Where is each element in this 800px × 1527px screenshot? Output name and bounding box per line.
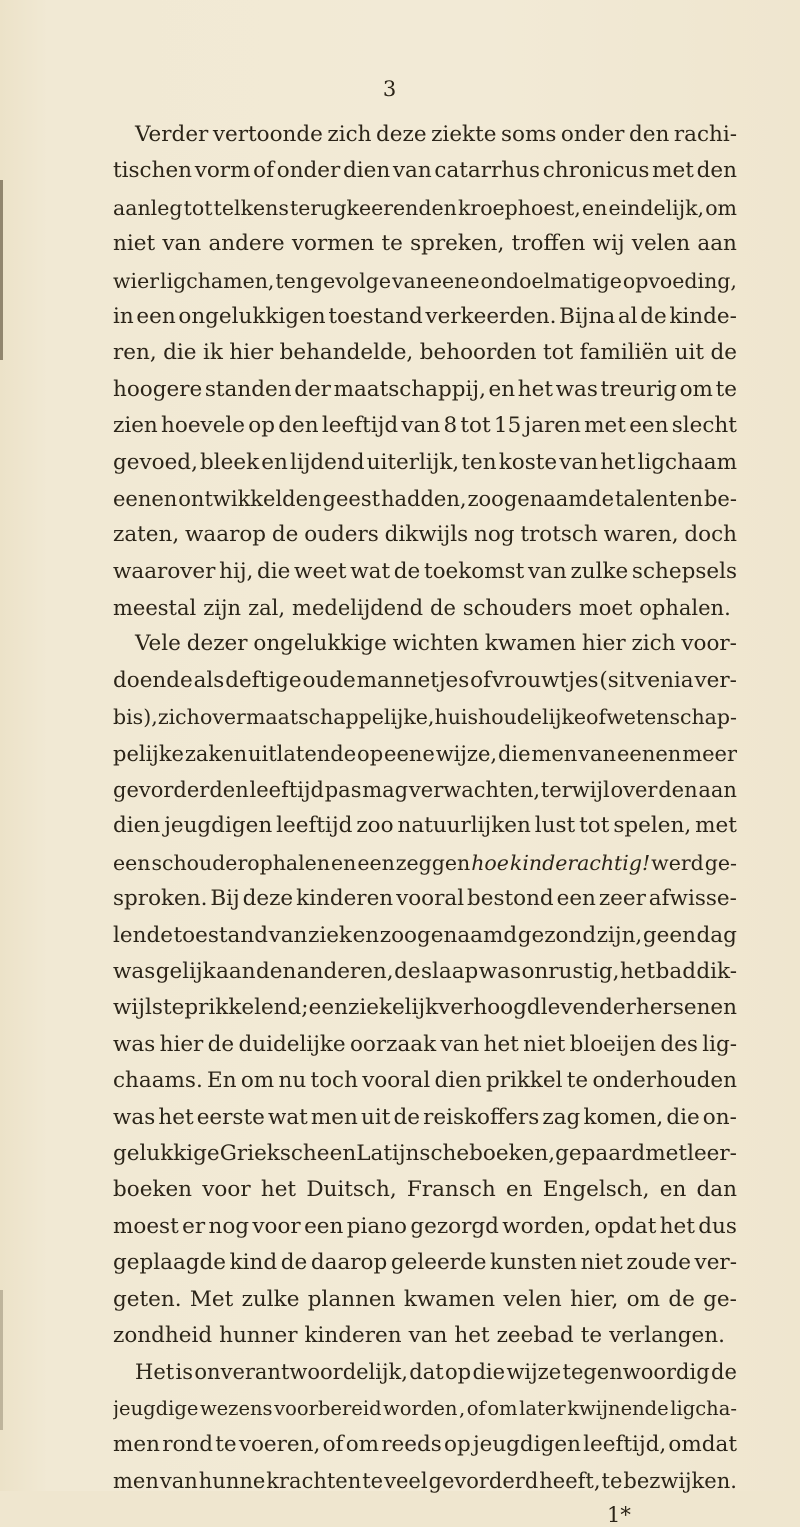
text-line: gevorderden leeftijd pas mag verwachten, terwijl over den aan [113, 778, 737, 803]
text-line: tischen vorm of onder dien van catarrhus chronicus met den [113, 158, 737, 184]
text-line: een schouderophalen en een zeggen hoe kinderachtig! werd ge- [113, 850, 737, 875]
text-line: was gelijk aan den anderen, de slaap was onrustig, het bad dik- [113, 958, 737, 984]
text-line: dien jeugdigen leeftijd zoo natuurlijken lust tot spelen, met [113, 813, 737, 839]
text-line: meestal zijn zal, medelijdend de schouders moet ophalen. [113, 596, 731, 621]
text-line: was hier de duidelijke oorzaak van het niet bloeijen des lig- [113, 1031, 737, 1057]
text-line: niet van andere vormen te spreken, troffen wij velen aan [113, 231, 737, 257]
text-line: wier ligchamen, ten gevolge van eene ondoelmatige opvoeding, [113, 268, 737, 293]
text-line: boeken voor het Duitsch, Fransch en Engelsch, en dan [113, 1177, 737, 1203]
text-line: geten. Met zulke plannen kwamen velen hier, om de ge- [113, 1286, 737, 1312]
text-line: jeugdige wezens voorbereid worden , of om later kwijnende ligcha- [113, 1396, 737, 1420]
left-margin-shadow-lower [0, 1290, 3, 1430]
text-line: geplaagde kind de daarop geleerde kunsten niet zoude ver- [113, 1250, 737, 1276]
signature-mark: 1* [607, 1503, 631, 1527]
text-line: sproken. Bij deze kinderen vooral bestond een zeer afwisse- [113, 886, 737, 912]
text-line: waarover hij, die weet wat de toekomst van zulke schepsels [113, 558, 737, 584]
text-line: moest er nog voor een piano gezorgd worden, opdat het dus [113, 1213, 737, 1239]
text-line: zaten, waarop de ouders dikwijls nog trotsch waren, doch [113, 522, 737, 548]
text-line: men van hunne krachten te veel gevorderd heeft, te bezwijken. [113, 1469, 737, 1494]
text-line: aanleg tot telkens terugkeerenden kroephoest, en eindelijk, om [113, 195, 737, 220]
page-number: 3 [382, 77, 398, 101]
text-line: eenen ontwikkelden geest hadden, zoogenaamde talenten be- [113, 486, 737, 511]
text-line: wijls te prikkelend; een ziekelijk verhoogd leven der hersenen [113, 995, 737, 1021]
left-margin-shadow [0, 180, 3, 360]
text-line: ren, die ik hier behandelde, behoorden tot familiën uit de [113, 340, 737, 366]
text-line: pelijke zaken uitlatende op eene wijze, die men van eenen meer [113, 741, 737, 766]
text-line: was het eerste wat men uit de reiskoffers zag komen, die on- [113, 1104, 737, 1130]
text-line: Verder vertoonde zich deze ziekte soms onder den rachi- [135, 122, 737, 147]
text-line: gelukkige Grieksche en Latijnsche boeken, gepaard met leer- [113, 1140, 737, 1166]
text-line: in een ongelukkigen toestand verkeerden. Bijna al de kinde- [113, 303, 737, 329]
text-line: Het is onverantwoordelijk, dat op die wijze tegenwoordig de [135, 1360, 737, 1385]
text-line: lende toestand van ziek en zoogenaamd gezond zijn, geen dag [113, 922, 737, 948]
text-line: chaams. En om nu toch vooral dien prikkel te onderhouden [113, 1068, 737, 1094]
body-text [113, 117, 737, 1500]
text-line: men rond te voeren, of om reeds op jeugdigen leeftijd, omdat [113, 1432, 737, 1458]
text-line: Vele dezer ongelukkige wichten kwamen hier zich voor- [135, 631, 737, 657]
text-line: hoogere standen der maatschappij, en het was treurig om te [113, 376, 737, 402]
text-line: zondheid hunner kinderen van het zeebad te verlangen. [113, 1322, 725, 1348]
text-line: zien hoevele op den leeftijd van 8 tot 15 jaren met een slecht [113, 413, 737, 439]
text-line: doende als deftige oude mannetjes of vrouwtjes (sit venia ver- [113, 667, 737, 693]
text-line: bis), zich over maatschappelijke, huishoudelijke of wetenschap- [113, 705, 737, 730]
text-line: gevoed, bleek en lijdend uiterlijk, ten koste van het ligchaam [113, 449, 737, 475]
